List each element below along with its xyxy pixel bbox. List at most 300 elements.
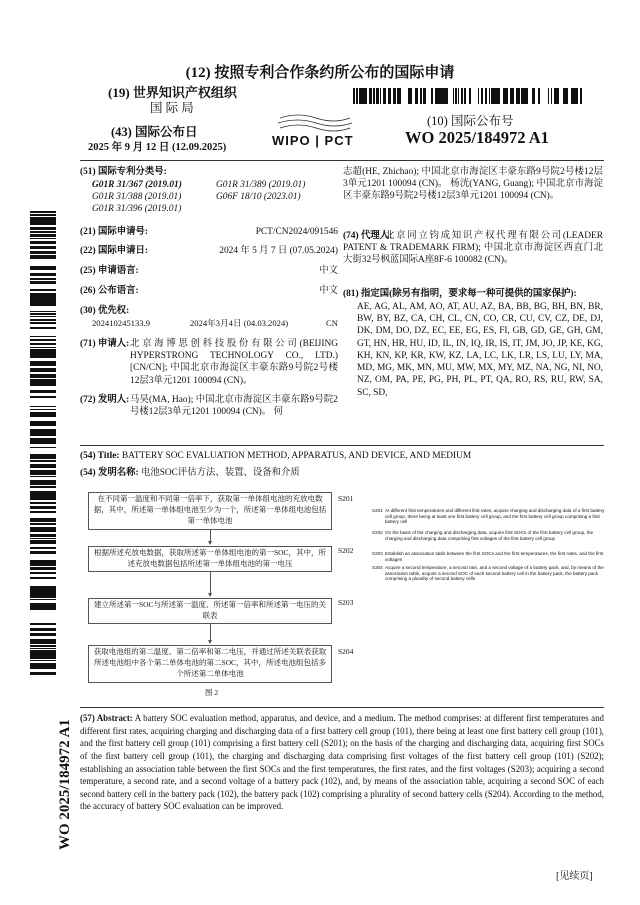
flow-step-s204: 获取电池组的第二温度、第二倍率和第二电压，并通过所述关联表获取所述电池组中各个第二单体电池的第二SOC，其中，所述电池组包括多个所述第二单体电池 xyxy=(88,645,332,683)
barcode-bar xyxy=(377,88,379,104)
barcode-bar xyxy=(30,586,56,588)
flow-code-s204: S204 xyxy=(338,647,354,656)
barcode-bar xyxy=(30,606,56,608)
legend-code-s202: S202 xyxy=(372,530,383,535)
barcode-bar xyxy=(354,88,355,104)
barcode-bar xyxy=(425,88,426,104)
barcode-bar xyxy=(30,590,56,591)
pub-number-label: (10) 国际公布号 xyxy=(427,114,514,128)
barcode-bar xyxy=(30,654,56,655)
barcode-bar xyxy=(30,481,56,483)
pub-language-label: (26) 公布语言: xyxy=(80,286,139,296)
barcode-bar xyxy=(30,547,56,549)
barcode-bar xyxy=(30,314,56,315)
barcode-bar xyxy=(30,349,56,351)
barcode-bar xyxy=(443,88,444,104)
barcode-bar xyxy=(441,88,443,104)
barcode-bar xyxy=(408,88,410,104)
barcode-bar xyxy=(30,597,56,598)
barcode-bar xyxy=(30,460,56,462)
barcode-bar xyxy=(510,88,511,104)
barcode-bar xyxy=(366,88,367,104)
chinese-title-label: (54) 发明名称: xyxy=(80,468,139,478)
barcode-bar xyxy=(30,255,56,256)
pub-date-value: 2025 年 9 月 12 日 (12.09.2025) xyxy=(88,142,227,153)
barcode-bar xyxy=(30,470,56,471)
barcode-bar xyxy=(356,88,358,104)
barcode-bar xyxy=(30,536,56,537)
pub-number-value: WO 2025/184972 A1 xyxy=(405,128,549,147)
barcode-bar xyxy=(30,628,56,629)
barcode-bar xyxy=(30,305,56,306)
barcode-bar xyxy=(383,88,384,104)
barcode-bar xyxy=(30,474,56,475)
barcode-bar xyxy=(30,425,56,426)
barcode-bar xyxy=(30,650,56,652)
barcode-bar xyxy=(30,491,56,492)
barcode-bar xyxy=(30,634,56,636)
barcode-bar xyxy=(30,589,56,590)
barcode-bar xyxy=(493,88,495,104)
barcode-bar xyxy=(30,560,56,561)
legend-text-s204: Acquire a second temperature, a second rate, and a second voltage of a battery pack, and, by means of the association table, acquire a second SOC of each second battery cell in the battery pack, the battery pack comprising a plurality of second battery cells xyxy=(385,565,604,582)
barcode-bar xyxy=(30,553,56,554)
barcode-bar xyxy=(30,290,56,291)
barcode-bar xyxy=(464,88,466,104)
barcode-bar xyxy=(30,283,56,284)
barcode-bar xyxy=(398,88,399,104)
barcode-bar xyxy=(30,483,56,485)
barcode-bar xyxy=(30,499,56,500)
barcode-bar xyxy=(554,88,556,104)
barcode-bar xyxy=(30,604,56,606)
chinese-title-value: 电池SOC评估方法、装置、设备和介质 xyxy=(140,468,300,478)
barcode-bar xyxy=(574,88,575,104)
inventor-label: (72) 发明人: xyxy=(80,395,130,405)
barcode-bar xyxy=(30,656,56,657)
barcode-bar xyxy=(30,351,56,353)
side-barcode xyxy=(30,210,56,680)
barcode-bar xyxy=(393,88,395,104)
barcode-bar xyxy=(30,591,56,592)
barcode-bar xyxy=(30,304,56,305)
barcode-bar xyxy=(503,88,505,104)
barcode-bar xyxy=(30,281,56,283)
barcode-bar xyxy=(361,88,362,104)
barcode-bar xyxy=(30,639,56,640)
barcode-bar xyxy=(30,228,56,230)
abstract-text: A battery SOC evaluation method, apparatus, and device, and a medium. The method comprises: at different first temperatures and different first rates, acquiring charging and discharging data of a first battery cell group (101), there being at least one first battery cell group (101), and the first battery cell group (101) comprising a first battery cell (S201); on the basis of the charging and discharging data, acquiring first SOCs of the first battery cell group (101), the charging and discharging data comprising first voltages of the first battery cell group (101) (S202); establishing an association table between the first SOCs and the first temperatures, the first rates, and the first voltages (S203); acquiring a second temperature, a second rate, and a second voltage of a battery pack (102), and, by means of the association table, acquiring a second SOC of each second battery cell in the battery pack (102), the battery pack (102) comprising a plurality of second battery cells (S204). According to the method, the accuracy of battery SOC evaluation can be improved. xyxy=(80,713,604,812)
barcode-bar xyxy=(30,369,56,370)
barcode-bar xyxy=(30,492,56,494)
barcode-bar xyxy=(30,381,56,383)
priority-country: CN xyxy=(326,318,338,328)
barcode-bar xyxy=(30,212,56,213)
barcode-bar xyxy=(389,88,390,104)
barcode-bar xyxy=(30,648,56,649)
barcode-bar xyxy=(581,88,582,104)
barcode-bar xyxy=(30,273,56,274)
barcode-bar xyxy=(30,357,56,358)
barcode-bar xyxy=(30,433,56,434)
barcode-bar xyxy=(30,561,56,563)
pub-date-label: (43) 国际公布日 xyxy=(111,125,198,139)
barcode-bar xyxy=(399,88,401,104)
barcode-bar xyxy=(30,222,56,224)
barcode-bar xyxy=(497,88,499,104)
barcode-bar xyxy=(30,502,56,504)
applicant-label: (71) 申请人: xyxy=(80,339,130,349)
barcode-bar xyxy=(432,88,433,104)
barcode-bar xyxy=(376,88,377,104)
filing-language-label: (25) 申请语言: xyxy=(80,266,139,276)
barcode-bar xyxy=(30,645,56,647)
barcode-bar xyxy=(30,257,56,259)
barcode-bar xyxy=(30,569,56,570)
barcode-bar xyxy=(525,88,526,104)
barcode-bar xyxy=(30,274,56,276)
barcode-bar xyxy=(440,88,441,104)
barcode-bar xyxy=(558,88,559,104)
agent-text: 北京同立钧成知识产权代理有限公司(LEADER PATENT & TRADEMARK FIRM); 中国北京市海淀区西直门北大街32号枫蓝国际A座8F-6 100082 (CN)。 xyxy=(343,231,603,266)
barcode-bar xyxy=(30,486,56,487)
legend-code-s204: S204 xyxy=(372,565,383,570)
barcode-bar xyxy=(30,313,56,314)
barcode-bar xyxy=(30,227,56,228)
barcode-bar xyxy=(456,88,457,104)
barcode-bar xyxy=(415,88,416,104)
inventor-text: 马昊(MA, Hao); 中国北京市海淀区丰豪东路9号院2号楼12层3单元1201 100094 (CN)。 何 xyxy=(130,395,338,418)
barcode-bar xyxy=(30,666,56,668)
barcode-bar xyxy=(30,327,56,329)
barcode-bar xyxy=(411,88,412,104)
abstract-divider xyxy=(80,707,604,708)
legend-text-s201: At different first temperatures and different first rates, acquire charging and discharging data of a first battery cell group, there being at least one first battery cell group, and the first battery cell group comprising a first battery cell xyxy=(385,508,605,525)
barcode-bar xyxy=(518,88,519,104)
flow-arrow xyxy=(210,624,211,643)
barcode-bar xyxy=(30,538,56,539)
barcode-bar xyxy=(521,88,523,104)
barcode-bar xyxy=(30,664,56,666)
barcode-bar xyxy=(30,363,56,365)
wipo-pct-text: WIPO | PCT xyxy=(272,133,354,148)
ipc-0-a: G01R 31/367 (2019.01) xyxy=(92,180,182,190)
ipc-label: (51) 国际专利分类号: xyxy=(80,167,167,177)
barcode-bar xyxy=(30,336,56,337)
barcode-bar xyxy=(30,355,56,357)
barcode-bar xyxy=(534,88,535,104)
barcode-bar xyxy=(30,268,56,269)
barcode-bar xyxy=(30,295,56,296)
barcode-bar xyxy=(30,467,56,468)
barcode-bar xyxy=(513,88,514,104)
barcode-bar xyxy=(30,219,56,220)
barcode-bar xyxy=(30,551,56,553)
barcode-bar xyxy=(523,88,525,104)
barcode-bar xyxy=(30,543,56,544)
barcode-bar xyxy=(453,88,454,104)
legend-code-s201: S201 xyxy=(372,508,383,513)
barcode-bar xyxy=(30,603,56,604)
barcode-bar xyxy=(30,365,56,366)
app-no-value: PCT/CN2024/091546 xyxy=(255,227,338,237)
barcode-bar xyxy=(30,397,56,398)
flow-code-s201: S201 xyxy=(338,494,354,503)
ipc-2-a: G01R 31/396 (2019.01) xyxy=(92,204,182,214)
barcode-bar xyxy=(30,361,56,363)
barcode-bar xyxy=(30,376,56,377)
barcode-bar xyxy=(437,88,438,104)
flow-arrow xyxy=(210,530,211,544)
barcode-bar xyxy=(30,640,56,642)
barcode-bar xyxy=(30,572,56,574)
barcode-bar xyxy=(576,88,578,104)
barcode-bar xyxy=(420,88,422,104)
barcode-bar xyxy=(380,88,381,104)
barcode-bar xyxy=(30,527,56,529)
barcode-bar xyxy=(435,88,437,104)
barcode-bar xyxy=(30,668,56,669)
title-divider xyxy=(80,445,604,446)
barcode-bar xyxy=(30,440,56,441)
barcode-bar xyxy=(30,531,56,532)
barcode-bar xyxy=(30,498,56,499)
barcode-bar xyxy=(30,406,56,407)
barcode-bar xyxy=(30,251,56,253)
barcode-bar xyxy=(30,592,56,593)
barcode-bar xyxy=(30,241,56,242)
barcode-bar xyxy=(30,623,56,625)
barcode-bar xyxy=(30,593,56,594)
priority-date: 2024年3月4日 (04.03.2024) xyxy=(190,318,289,328)
barcode-bar xyxy=(30,542,56,543)
flow-code-s203: S203 xyxy=(338,598,354,607)
states-label: (81) 指定国(除另有指明，要求每一种可提供的国家保护): xyxy=(343,289,577,299)
barcode-bar xyxy=(30,368,56,369)
side-pub-number: WO 2025/184972 A1 xyxy=(57,719,73,850)
top-barcode xyxy=(352,88,582,104)
barcode-bar xyxy=(439,88,440,104)
flow-arrow xyxy=(210,572,211,596)
barcode-bar xyxy=(370,88,372,104)
pub-language-value: 中文 xyxy=(319,286,338,296)
barcode-bar xyxy=(30,608,56,609)
barcode-bar xyxy=(30,529,56,531)
barcode-bar xyxy=(30,476,56,477)
flow-step-s203: 建立所述第一SOC与所述第一温度、所述第一倍率和所述第一电压的关联表 xyxy=(88,598,332,624)
barcode-bar xyxy=(485,88,487,104)
barcode-bar xyxy=(30,454,56,455)
barcode-bar xyxy=(30,508,56,509)
org-name: (19) 世界知识产权组织 xyxy=(108,85,237,100)
barcode-bar xyxy=(30,563,56,565)
barcode-bar xyxy=(30,439,56,440)
barcode-bar xyxy=(519,88,520,104)
barcode-bar xyxy=(538,88,539,104)
barcode-bar xyxy=(551,88,552,104)
barcode-bar xyxy=(548,88,549,104)
barcode-bar xyxy=(30,242,56,244)
app-no-label: (21) 国际申请号: xyxy=(80,227,148,237)
flow-code-s202: S202 xyxy=(338,546,354,555)
barcode-bar xyxy=(30,278,56,280)
barcode-bar xyxy=(30,523,56,525)
barcode-bar xyxy=(30,655,56,656)
barcode-bar xyxy=(369,88,370,104)
barcode-bar xyxy=(539,88,540,104)
barcode-bar xyxy=(458,88,459,104)
barcode-bar xyxy=(30,301,56,302)
legend-code-s203: S203 xyxy=(372,551,383,556)
barcode-bar xyxy=(30,520,56,522)
priority-label: (30) 优先权: xyxy=(80,306,130,316)
barcode-bar xyxy=(30,343,56,345)
barcode-bar xyxy=(30,224,56,225)
barcode-bar xyxy=(30,347,56,348)
barcode-bar xyxy=(30,416,56,417)
barcode-bar xyxy=(359,88,361,104)
barcode-bar xyxy=(30,248,56,249)
barcode-bar xyxy=(495,88,496,104)
barcode-bar xyxy=(461,88,463,104)
barcode-bar xyxy=(30,519,56,520)
barcode-bar xyxy=(30,480,56,481)
barcode-bar xyxy=(353,88,354,104)
barcode-bar xyxy=(390,88,391,104)
barcode-bar xyxy=(30,220,56,222)
barcode-bar xyxy=(388,88,389,104)
barcode-bar xyxy=(30,422,56,424)
barcode-bar xyxy=(532,88,534,104)
barcode-bar xyxy=(30,311,56,312)
barcode-bar xyxy=(30,434,56,436)
barcode-bar xyxy=(30,594,56,595)
english-title-value: BATTERY SOC EVALUATION METHOD, APPARATUS, AND DEVICE, AND MEDIUM xyxy=(121,451,472,461)
barcode-bar xyxy=(567,88,568,104)
ipc-1-a: G01R 31/388 (2019.01) xyxy=(92,192,182,202)
barcode-bar xyxy=(30,464,56,465)
flow-step-s202: 根据所述充放电数据，获取所述第一单体组电池的第一SOC，其中，所述充放电数据包括所述第一单体组电池的第一电压 xyxy=(88,546,332,572)
barcode-bar xyxy=(30,511,56,513)
barcode-bar xyxy=(30,472,56,473)
continued-note: [见续页] xyxy=(556,871,593,882)
barcode-bar xyxy=(30,354,56,355)
barcode-bar xyxy=(30,609,56,610)
barcode-bar xyxy=(30,494,56,495)
barcode-bar xyxy=(30,421,56,422)
barcode-bar xyxy=(30,595,56,597)
barcode-bar xyxy=(580,88,581,104)
barcode-bar xyxy=(30,392,56,393)
barcode-bar xyxy=(30,441,56,443)
barcode-bar xyxy=(30,256,56,257)
barcode-bar xyxy=(30,455,56,457)
barcode-bar xyxy=(30,409,56,410)
designated-states: AE, AG, AL, AM, AO, AT, AU, AZ, BA, BB, BG, BH, BN, BR, BW, BY, BZ, CA, CH, CL, CN, CO, CR, CU, CV, CZ, DE, DJ, DK, DM, DO, DZ, EC, EE, EG, ES, FI, GB, GD, GE, GH, GM, GT, HN, HR, HU, ID, IL, IN, IQ, IR, IS, IT, JM, JO, JP, KE, KG, KH, KN, KP, KR, KW, KZ, LA, LC, LK, LR, LS, LU, LY, MA, MD, MG, MK, MN, MU, MW, MX, MY, MZ, NA, NG, NI, NO, NZ, OM, PA, PE, PG, PH, PL, PT, QA, RO, RS, RU, RW, SA, SC, SD, xyxy=(357,302,603,398)
barcode-bar xyxy=(30,633,56,634)
barcode-bar xyxy=(30,293,56,295)
barcode-bar xyxy=(446,88,447,104)
barcode-bar xyxy=(30,299,56,301)
barcode-bar xyxy=(511,88,512,104)
barcode-bar xyxy=(563,88,564,104)
barcode-bar xyxy=(30,577,56,579)
barcode-bar xyxy=(30,438,56,439)
flow-step-s201: 在不同第一温度和不同第一倍率下，获取第一单体组电池的充放电数据，其中，所述第一单体组电池至少为一个，所述第一单体组电池包括第一单体电池 xyxy=(88,492,332,530)
barcode-bar xyxy=(30,471,56,472)
header-divider xyxy=(80,160,604,161)
barcode-bar xyxy=(30,371,56,372)
barcode-bar xyxy=(30,567,56,569)
barcode-bar xyxy=(30,414,56,416)
barcode-bar xyxy=(30,432,56,433)
barcode-bar xyxy=(30,339,56,341)
barcode-bar xyxy=(30,319,56,321)
org-bureau: 国 际 局 xyxy=(150,101,194,115)
barcode-bar xyxy=(30,588,56,589)
barcode-bar xyxy=(30,234,56,235)
filing-date-label: (22) 国际申请日: xyxy=(80,246,148,256)
barcode-bar xyxy=(516,88,518,104)
barcode-bar xyxy=(30,506,56,508)
barcode-bar xyxy=(30,487,56,488)
barcode-bar xyxy=(416,88,418,104)
barcode-bar xyxy=(507,88,508,104)
barcode-bar xyxy=(30,496,56,498)
barcode-bar xyxy=(30,289,56,290)
barcode-bar xyxy=(30,231,56,233)
barcode-bar xyxy=(30,298,56,299)
barcode-bar xyxy=(30,396,56,397)
barcode-bar xyxy=(30,374,56,376)
barcode-bar xyxy=(30,390,56,392)
barcode-bar xyxy=(410,88,411,104)
barcode-bar xyxy=(505,88,507,104)
barcode-bar xyxy=(30,660,56,661)
barcode-bar xyxy=(478,88,479,104)
barcode-bar xyxy=(512,88,513,104)
barcode-bar xyxy=(30,447,56,448)
barcode-bar xyxy=(30,211,56,212)
barcode-bar xyxy=(30,379,56,381)
barcode-bar xyxy=(571,88,573,104)
legend-text-s202: On the basis of the charging and discharging data, acquire first SOCs of the first battery cell group, the charging and discharging data comprising first voltages of the first battery cell group xyxy=(385,530,594,541)
filing-date-value: 2024 年 5 月 7 日 (07.05.2024) xyxy=(219,246,338,256)
barcode-bar xyxy=(30,246,56,247)
barcode-bar xyxy=(423,88,425,104)
barcode-bar xyxy=(30,412,56,414)
barcode-bar xyxy=(30,235,56,237)
barcode-bar xyxy=(30,672,56,673)
barcode-bar xyxy=(395,88,396,104)
barcode-bar xyxy=(496,88,497,104)
barcode-bar xyxy=(30,565,56,566)
barcode-bar xyxy=(438,88,439,104)
barcode-bar xyxy=(30,238,56,239)
barcode-bar xyxy=(556,88,558,104)
ipc-0-b: G01R 31/389 (2019.01) xyxy=(216,180,306,190)
barcode-bar xyxy=(30,247,56,248)
barcode-bar xyxy=(30,642,56,644)
barcode-bar xyxy=(30,518,56,519)
barcode-bar xyxy=(30,466,56,467)
chinese-title-row xyxy=(80,467,300,479)
barcode-bar xyxy=(30,465,56,466)
barcode-bar xyxy=(481,88,483,104)
barcode-bar xyxy=(489,88,490,104)
barcode-bar xyxy=(30,663,56,664)
barcode-bar xyxy=(30,457,56,459)
